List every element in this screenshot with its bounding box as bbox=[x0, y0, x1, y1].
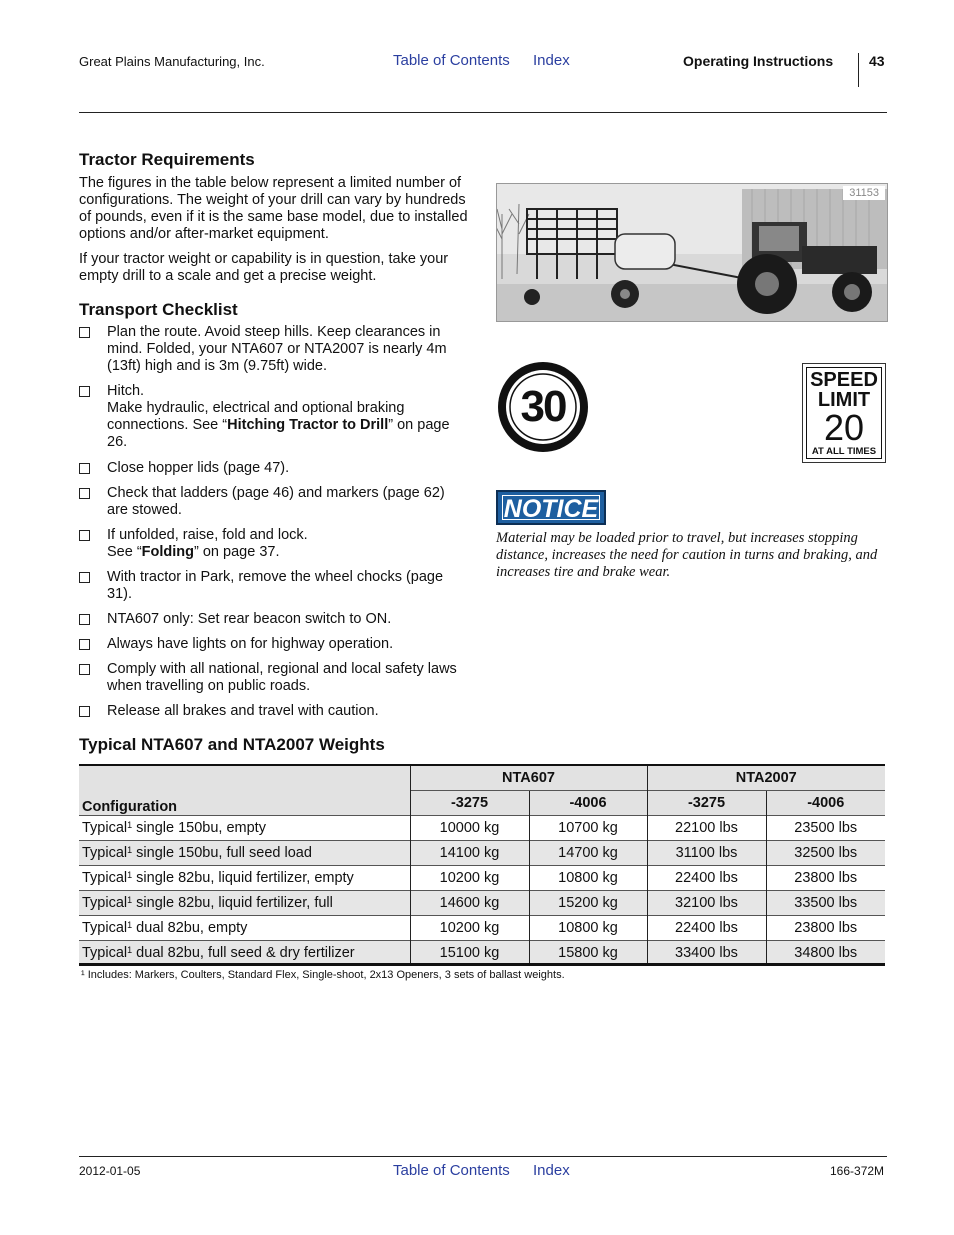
group-header-nta607: NTA607 bbox=[410, 766, 647, 791]
figure-number: 31153 bbox=[843, 186, 885, 200]
notice-badge: NOTICE bbox=[496, 490, 606, 525]
checkbox-icon bbox=[79, 639, 90, 650]
table-row: Typical$^1$ single 82bu, liquid fertilizer, empty 10200 kg 10800 kg 22400 lbs 23800 lbs bbox=[79, 866, 885, 891]
checkbox-icon bbox=[79, 664, 90, 675]
subheader: -4006 bbox=[529, 791, 647, 816]
checklist-item: Hitch. Make hydraulic, electrical and optional braking connections. See “Hitching Tractor to Drill” on page 26. bbox=[79, 383, 469, 451]
config-header: Configuration bbox=[79, 766, 410, 816]
subheader: -3275 bbox=[410, 791, 529, 816]
notice-text: Material may be loaded prior to travel, but increases stopping distance, increases the need for caution in turns and braking, and increases tire and brake wear. bbox=[496, 530, 878, 580]
checklist-item: If unfolded, raise, fold and lock. See “Folding” on page 37. bbox=[79, 527, 469, 561]
group-header-nta2007: NTA2007 bbox=[647, 766, 885, 791]
subheader: -3275 bbox=[647, 791, 766, 816]
index-link-footer[interactable]: Index bbox=[533, 1162, 570, 1179]
speed-limit-sign bbox=[802, 363, 886, 463]
footer-date: 2012-01-05 bbox=[79, 1164, 141, 1178]
tractor-requirements-heading: Tractor Requirements bbox=[79, 150, 255, 169]
footer-rule bbox=[79, 1156, 887, 1157]
checklist-item: NTA607 only: Set rear beacon switch to ON. bbox=[79, 611, 469, 628]
tractor-drill-photo bbox=[496, 183, 888, 322]
checkbox-icon bbox=[79, 327, 90, 338]
checklist-item: Comply with all national, regional and local safety laws when travelling on public roads. bbox=[79, 661, 469, 695]
tractor-para-1: The figures in the table below represent a limited number of configurations. The weight of your drill can vary by hundreds of pounds, even if it is the same base model, due to installed options and/or after-market equipment. bbox=[79, 175, 468, 242]
checkbox-icon bbox=[79, 530, 90, 541]
weights-heading: Typical NTA607 and NTA2007 Weights bbox=[79, 735, 385, 754]
checkbox-icon bbox=[79, 386, 90, 397]
table-row: Typical$^1$ single 150bu, empty 10000 kg 10700 kg 22100 lbs 23500 lbs bbox=[79, 816, 885, 841]
checkbox-icon bbox=[79, 572, 90, 583]
toc-link-footer[interactable]: Table of Contents bbox=[393, 1162, 510, 1179]
checklist-item: Plan the route. Avoid steep hills. Keep clearances in mind. Folded, your NTA607 or NTA2007 is nearly 4m (13ft) high and is 3m (9.75ft) wide. bbox=[79, 324, 469, 375]
checkbox-icon bbox=[79, 488, 90, 499]
checkbox-icon bbox=[79, 614, 90, 625]
index-link-header[interactable]: Index bbox=[533, 52, 570, 69]
checklist-item: With tractor in Park, remove the wheel chocks (page 31). bbox=[79, 569, 469, 603]
weights-table bbox=[79, 766, 885, 965]
table-row: Typical$^1$ single 150bu, full seed load 14100 kg 14700 kg 31100 lbs 32500 lbs bbox=[79, 841, 885, 866]
tractor-para-2: If your tractor weight or capability is in question, take your empty drill to a scale and get a precise weight. bbox=[79, 251, 449, 284]
speed-limit-line1: SPEED bbox=[810, 369, 878, 391]
header-rule bbox=[79, 112, 887, 113]
speed-30-value: 30 bbox=[520, 382, 566, 431]
table-row: Typical$^1$ dual 82bu, full seed & dry fertilizer 15100 kg 15800 kg 33400 lbs 34800 lbs bbox=[79, 941, 885, 966]
section-title: Operating Instructions bbox=[683, 53, 834, 69]
checklist-item: Check that ladders (page 46) and markers (page 62) are stowed. bbox=[79, 485, 469, 519]
checkbox-icon bbox=[79, 706, 90, 717]
transport-checklist-heading: Transport Checklist bbox=[79, 300, 238, 319]
speed-limit-line2: LIMIT bbox=[817, 389, 871, 411]
table-bottom-rule bbox=[79, 963, 885, 966]
speed-limit-footer: AT ALL TIMES bbox=[811, 446, 877, 457]
checklist-item: Release all brakes and travel with caution. bbox=[79, 703, 469, 720]
header-divider bbox=[858, 53, 859, 87]
tractor-drill-illustration bbox=[497, 184, 887, 321]
speed-30-sign bbox=[497, 361, 589, 453]
table-row: Typical$^1$ single 82bu, liquid fertilizer, full 14600 kg 15200 kg 32100 lbs 33500 lbs bbox=[79, 891, 885, 916]
table-row: Typical$^1$ dual 82bu, empty 10200 kg 10800 kg 22400 lbs 23800 lbs bbox=[79, 916, 885, 941]
company-name: Great Plains Manufacturing, Inc. bbox=[79, 54, 265, 69]
speed-limit-value: 20 bbox=[823, 407, 865, 448]
page-number: 43 bbox=[869, 53, 885, 69]
checklist-item: Close hopper lids (page 47). bbox=[79, 460, 469, 477]
checkbox-icon bbox=[79, 463, 90, 474]
toc-link-header[interactable]: Table of Contents bbox=[393, 52, 510, 69]
checklist-item: Always have lights on for highway operation. bbox=[79, 636, 469, 653]
subheader: -4006 bbox=[766, 791, 885, 816]
table-footnote: ¹ Includes: Markers, Coulters, Standard Flex, Single-shoot, 2x13 Openers, 3 sets of ballast weights. bbox=[81, 969, 565, 981]
doc-number: 166-372M bbox=[830, 1164, 885, 1178]
